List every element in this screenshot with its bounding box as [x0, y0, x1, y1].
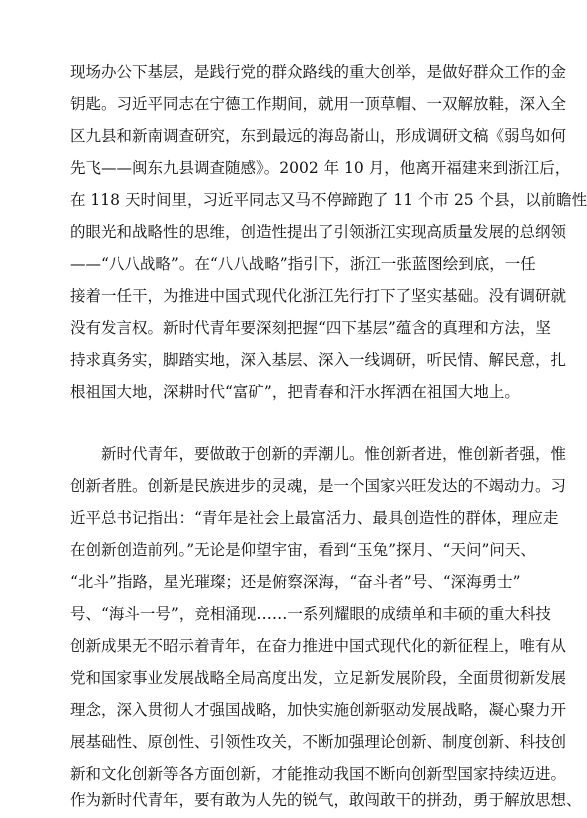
- text-line: 区九县和新南调查研究，东到最远的海岛嵛山，形成调研文稿《弱鸟如何: [70, 127, 567, 145]
- text-line: 理念，深入贯彻人才强国战略，加快实施创新驱动发展战略，凝心聚力开: [70, 701, 567, 719]
- text-line: 现场办公下基层，是践行党的群众路线的重大创举，是做好群众工作的金: [70, 63, 567, 81]
- text-line: 没有发言权。新时代青年要深刻把握“四下基层”蕴含的真理和方法，坚: [70, 319, 551, 337]
- text-line: 展基础性、原创性、引领性攻关，不断加强理论创新、制度创新、科技创: [70, 733, 567, 751]
- text-line: ——“八八战略”。在“八八战略”指引下，浙江一张蓝图绘到底，一任: [70, 255, 536, 273]
- text-line: 党和国家事业发展战略全局高度出发，立足新发展阶段，全面贯彻新发展: [70, 669, 567, 687]
- text-line: 创新者胜。创新是民族进步的灵魂，是一个国家兴旺发达的不竭动力。习: [70, 477, 567, 495]
- text-line: 的眼光和战略性的思维，创造性提出了引领浙江实现高质量发展的总纲领: [70, 223, 567, 241]
- text-line: 先飞——闽东九县调查随感》。2002 年 10 月，他离开福建来到浙江后，: [70, 159, 571, 177]
- text-line: 近平总书记指出：“青年是社会上最富活力、最具创造性的群体，理应走: [70, 509, 559, 527]
- text-line: 接着一任干，为推进中国式现代化浙江先行打下了坚实基础。没有调研就: [70, 287, 567, 305]
- text-line: “北斗”指路，星光璀璨；还是俯察深海，“奋斗者”号、“深海勇士”: [70, 573, 521, 591]
- text-line: 号、“海斗一号”，竞相涌现……一系列耀眼的成绩单和丰硕的重大科技: [70, 605, 551, 623]
- text-line: 在 118 天时间里，习近平同志又马不停蹄跑了 11 个市 25 个县，以前瞻性: [70, 191, 587, 209]
- text-line: 钥匙。习近平同志在宁德工作期间，就用一顶草帽、一双解放鞋，深入全: [70, 95, 567, 113]
- text-line: 持求真务实，脚踏实地，深入基层、深入一线调研，听民情、解民意，扎: [70, 351, 567, 369]
- text-line: 根祖国大地，深耕时代“富矿”，把青春和汗水挥洒在祖国大地上。: [70, 383, 520, 401]
- text-line: 在创新创造前列。”无论是仰望宇宙，看到“玉兔”探月、“天问”问天、: [70, 541, 536, 559]
- text-line: 创新成果无不昭示着青年，在奋力推进中国式现代化的新征程上，唯有从: [70, 637, 567, 655]
- text-line: 作为新时代青年，要有敢为人先的锐气，敢闯敢干的拼劲，勇于解放思想、: [70, 791, 582, 809]
- text-line: 新和文化创新等各方面创新，才能推动我国不断向创新型国家持续迈进。: [70, 765, 567, 783]
- text-line: 新时代青年，要做敢于创新的弄潮儿。惟创新者进，惟创新者强，惟: [101, 445, 567, 463]
